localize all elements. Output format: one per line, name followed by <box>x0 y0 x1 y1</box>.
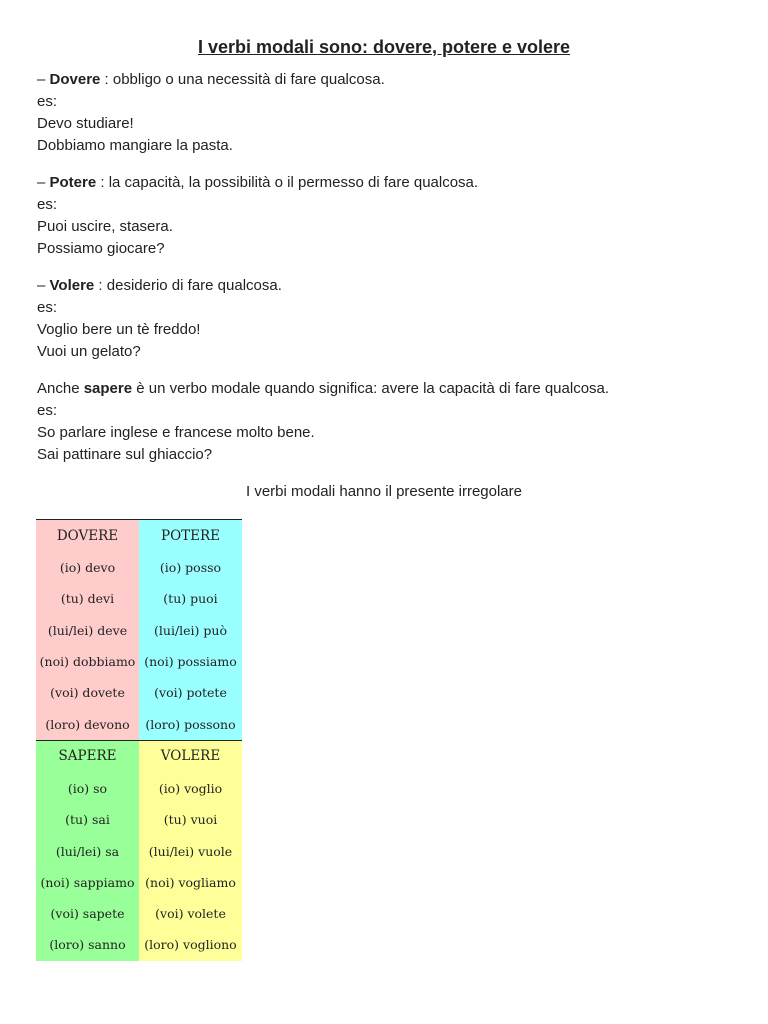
es-label: es: <box>37 402 58 419</box>
section-sapere <box>37 378 737 466</box>
table-row <box>36 677 242 708</box>
table-cell: (lui/lei) deve <box>36 615 139 646</box>
table-cell: (io) so <box>36 773 139 804</box>
dash: – <box>37 71 50 88</box>
example-sentence: Puoi uscire, stasera. <box>37 218 173 235</box>
table-row <box>36 708 242 740</box>
verb-name: Potere <box>49 174 97 191</box>
section-dovere <box>37 69 737 157</box>
table-cell: (noi) vogliamo <box>139 867 242 898</box>
table-cell: (loro) vogliono <box>139 929 242 960</box>
page-title: I verbi modali sono: dovere, potere e volere <box>197 37 571 57</box>
table-row <box>36 552 242 583</box>
table-cell: (io) posso <box>139 552 242 583</box>
table-cell: (tu) sai <box>36 804 139 835</box>
table-row <box>36 773 242 804</box>
table-row <box>36 615 242 646</box>
table-header-row <box>36 520 242 553</box>
table-cell: (lui/lei) sa <box>36 835 139 866</box>
definition-line <box>37 378 737 400</box>
table-row <box>36 835 242 866</box>
example-sentence: Sai pattinare sul ghiaccio? <box>37 446 213 463</box>
table-cell: (noi) dobbiamo <box>36 646 139 677</box>
table-cell: (tu) vuoi <box>139 804 242 835</box>
table-row <box>36 929 242 960</box>
dash: – <box>37 174 50 191</box>
table-caption: I verbi modali hanno il presente irregolare <box>246 483 522 500</box>
table-row <box>36 898 242 929</box>
table-cell: (tu) puoi <box>139 583 242 614</box>
table-cell: (noi) sappiamo <box>36 867 139 898</box>
es-label: es: <box>37 93 58 110</box>
header-volere: VOLERE <box>139 740 242 773</box>
header-potere: POTERE <box>139 520 242 553</box>
definition-text: : desiderio di fare qualcosa. <box>94 277 282 294</box>
table-cell: (io) devo <box>36 552 139 583</box>
example-sentence: Vuoi un gelato? <box>37 343 141 360</box>
verb-name: Volere <box>49 277 95 294</box>
intro-word: Anche <box>37 380 84 397</box>
definition-text: : obbligo o una necessità di fare qualcosa. <box>100 71 385 88</box>
table-cell: (loro) possono <box>139 708 242 740</box>
table-row <box>36 646 242 677</box>
definition-line <box>37 275 737 297</box>
es-label: es: <box>37 196 58 213</box>
definition-line <box>37 69 737 91</box>
table-cell: (voi) potete <box>139 677 242 708</box>
section-potere <box>37 172 737 260</box>
example-sentence: So parlare inglese e francese molto bene. <box>37 424 315 441</box>
definition-line <box>37 172 737 194</box>
table-header-row <box>36 740 242 773</box>
verb-name: Dovere <box>49 71 101 88</box>
example-sentence: Devo studiare! <box>37 115 134 132</box>
section-volere <box>37 275 737 363</box>
table-row <box>36 867 242 898</box>
definition-text: è un verbo modale quando significa: avere la capacità di fare qualcosa. <box>132 380 610 397</box>
table-cell: (loro) devono <box>36 708 139 740</box>
verb-name: sapere <box>83 380 133 397</box>
table-row <box>36 583 242 614</box>
table-cell: (lui/lei) può <box>139 615 242 646</box>
header-dovere: DOVERE <box>36 520 139 553</box>
example-sentence: Voglio bere un tè freddo! <box>37 321 201 338</box>
table-cell: (voi) dovete <box>36 677 139 708</box>
table-cell: (io) voglio <box>139 773 242 804</box>
table-cell: (noi) possiamo <box>139 646 242 677</box>
table-row <box>36 804 242 835</box>
header-sapere: SAPERE <box>36 740 139 773</box>
table-cell: (lui/lei) vuole <box>139 835 242 866</box>
table-cell: (loro) sanno <box>36 929 139 960</box>
table-cell: (voi) volete <box>139 898 242 929</box>
definition-text: : la capacità, la possibilità o il permesso di fare qualcosa. <box>96 174 479 191</box>
dash: – <box>37 277 50 294</box>
example-sentence: Dobbiamo mangiare la pasta. <box>37 137 233 154</box>
table-cell: (voi) sapete <box>36 898 139 929</box>
table-cell: (tu) devi <box>36 583 139 614</box>
es-label: es: <box>37 299 58 316</box>
conjugation-table <box>36 519 242 961</box>
example-sentence: Possiamo giocare? <box>37 240 165 257</box>
